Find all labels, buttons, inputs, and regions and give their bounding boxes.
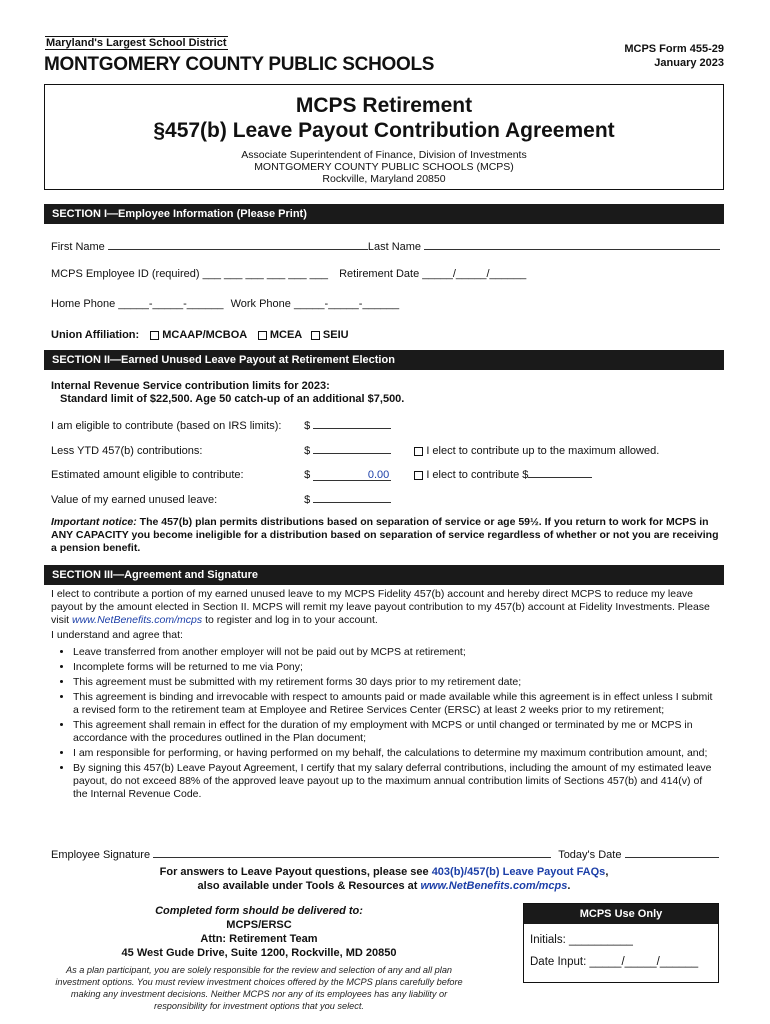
eligible-row xyxy=(51,418,391,432)
use-only-header: MCPS Use Only xyxy=(524,904,718,924)
union-option-label: SEIU xyxy=(322,329,349,341)
delivery-line-1: MCPS/ERSC xyxy=(226,919,292,931)
leave-value-field[interactable] xyxy=(313,492,391,503)
dollar-sign: $ xyxy=(304,445,311,457)
first-name-field[interactable] xyxy=(108,239,368,250)
agreement-body xyxy=(51,588,716,803)
organization-name: MONTGOMERY COUNTY PUBLIC SCHOOLS xyxy=(44,54,435,75)
dollar-sign: $ xyxy=(304,469,311,481)
address-line-1: Associate Superintendent of Finance, Division of Investments xyxy=(241,149,527,161)
notice-label: Important notice: xyxy=(51,516,137,528)
home-phone-field[interactable]: _____-_____-______ xyxy=(118,298,224,310)
district-tagline: Maryland's Largest School District xyxy=(46,37,227,49)
today-date-label: Today's Date xyxy=(558,849,622,861)
elect-max-option[interactable] xyxy=(414,445,659,457)
delivery-line-3: 45 West Gude Drive, Suite 1200, Rockville, MD 20850 xyxy=(121,947,397,959)
agreement-text-end: to register and log in to your account. xyxy=(205,614,378,626)
faq-line-1: For answers to Leave Payout questions, please see 403(b)/457(b) Leave Payout FAQs, xyxy=(159,866,609,878)
form-number-text: MCPS Form 455-29 xyxy=(624,43,724,55)
mcps-use-only-box xyxy=(523,903,719,983)
union-option-seiu[interactable] xyxy=(311,329,349,341)
elect-max-label: I elect to contribute up to the maximum allowed. xyxy=(426,445,660,457)
netbenefits-link-2[interactable]: www.NetBenefits.com/mcps xyxy=(420,880,568,892)
initials-row xyxy=(524,924,718,946)
last-name-field[interactable] xyxy=(424,239,720,250)
faq-note xyxy=(44,865,724,893)
employee-id-field[interactable]: ___ ___ ___ ___ ___ ___ xyxy=(202,268,329,280)
leave-value-row xyxy=(51,492,391,506)
eligible-amount-field[interactable] xyxy=(313,418,391,429)
elect-amount-field[interactable] xyxy=(528,467,592,478)
notice-text: The 457(b) plan permits distributions based on separation of service or age 59½. If you return to work for MCPS in ANY CAPACITY you become ineligible for a distribution based on separation of service regardless of whether or not you are receiving a pension benefit. xyxy=(51,516,719,554)
checkbox-icon[interactable] xyxy=(150,331,159,340)
date-input-label: Date Input: xyxy=(530,956,587,968)
home-phone-label: Home Phone xyxy=(51,298,116,310)
delivery-line-2: Attn: Retirement Team xyxy=(200,933,318,945)
eligible-label: I am eligible to contribute (based on IRS limits): xyxy=(51,420,282,432)
union-option-mcaap[interactable] xyxy=(150,329,247,341)
estimated-row xyxy=(51,467,592,481)
faq-line-2: also available under Tools & Resources at www.NetBenefits.com/mcps. xyxy=(197,880,571,892)
id-row xyxy=(51,268,526,280)
agreement-list xyxy=(51,646,716,801)
dollar-sign: $ xyxy=(304,494,311,506)
dollar-sign: $ xyxy=(304,420,311,432)
list-item: • By signing this 457(b) Leave Payout Agreement, I certify that my salary deferral contributions, including the amount of my estimated leave payout, do not exceed 88% of the approved leave payout up to the maximum annual contribution limits of Sections 457(b) and 414(v) of the Internal Revenue Code. xyxy=(73,762,716,801)
ytd-amount-field[interactable] xyxy=(313,443,391,454)
estimated-label: Estimated amount eligible to contribute: xyxy=(51,469,244,481)
checkbox-icon[interactable] xyxy=(414,471,423,480)
today-date-field[interactable] xyxy=(625,847,719,858)
faq-text: For answers to Leave Payout questions, please see xyxy=(159,866,429,878)
delivery-info xyxy=(44,904,474,960)
agree-heading: I understand and agree that: xyxy=(51,629,183,641)
union-option-label: MCEA xyxy=(269,329,302,341)
list-item: • I am responsible for performing, or having performed on my behalf, the calculations to determine my maximum contribution amount, and; xyxy=(73,747,716,760)
irs-limits-line-2: Standard limit of $22,500. Age 50 catch-up of an additional $7,500. xyxy=(60,393,405,405)
address-line-2: MONTGOMERY COUNTY PUBLIC SCHOOLS (MCPS) xyxy=(254,161,514,173)
initials-label: Initials: xyxy=(530,934,566,946)
section-2-header: SECTION II—Earned Unused Leave Payout at Retirement Election xyxy=(44,350,724,370)
union-option-label: MCAAP/MCBOA xyxy=(162,329,247,341)
agreement-text: I elect to contribute a portion of my earned unused leave to my MCPS Fidelity 457(b) account and hereby direct MCPS to reduce my leave payout by the amount elected in Section II. MCPS will remit my leave payout contribution to my 457(b) account at Fidelity Investments. Please visit xyxy=(51,588,710,626)
union-row xyxy=(51,329,349,341)
form-date-text: January 2023 xyxy=(654,57,724,69)
checkbox-icon[interactable] xyxy=(414,447,423,456)
title-box xyxy=(44,84,724,190)
signature-field[interactable] xyxy=(153,847,551,858)
list-item: • Leave transferred from another employer will not be paid out by MCPS at retirement; xyxy=(73,646,716,659)
union-label: Union Affiliation: xyxy=(51,329,140,341)
date-input-row xyxy=(524,946,718,968)
last-name-label: Last Name xyxy=(367,241,422,253)
faq-text-2: also available under Tools & Resources at xyxy=(197,880,418,892)
section-1-header: SECTION I—Employee Information (Please Print) xyxy=(44,204,724,224)
ytd-row xyxy=(51,443,659,457)
estimated-amount-field[interactable]: 0.00 xyxy=(313,469,391,481)
retirement-date-field[interactable]: _____/_____/______ xyxy=(422,268,527,280)
work-phone-label: Work Phone xyxy=(230,298,291,310)
faq-link[interactable]: 403(b)/457(b) Leave Payout FAQs xyxy=(431,866,606,878)
checkbox-icon[interactable] xyxy=(311,331,320,340)
union-option-mcea[interactable] xyxy=(258,329,302,341)
important-notice xyxy=(51,516,721,555)
agreement-paragraph xyxy=(51,588,716,627)
list-item: • Incomplete forms will be returned to me via Pony; xyxy=(73,661,716,674)
page-subtitle: §457(b) Leave Payout Contribution Agreement xyxy=(153,119,615,142)
leave-value-label: Value of my earned unused leave: xyxy=(51,494,218,506)
delivery-heading: Completed form should be delivered to: xyxy=(155,905,363,917)
page-title: MCPS Retirement xyxy=(295,94,473,117)
list-item: • This agreement is binding and irrevocable with respect to amounts paid or made available while this agreement is in effect unless I submit a revised form to the retirement team at Employee and Retiree Services Center (ERSC) at least 2 weeks prior to my retirement; xyxy=(73,691,716,717)
less-ytd-label: Less YTD 457(b) contributions: xyxy=(51,445,203,457)
office-address xyxy=(45,149,723,185)
section-3-header: SECTION III—Agreement and Signature xyxy=(44,565,724,585)
fine-print: As a plan participant, you are solely responsible for the review and selection of any and all plan investment options. You must review investment choices offered by the MCPS plans carefully before making any investment decisions. Neither MCPS nor any of its employees has any liability or responsibility for investment options that you select. xyxy=(55,965,463,1011)
work-phone-field[interactable]: _____-_____-______ xyxy=(293,298,400,310)
name-row xyxy=(51,239,720,253)
checkbox-icon[interactable] xyxy=(258,331,267,340)
netbenefits-link[interactable]: www.NetBenefits.com/mcps xyxy=(72,614,203,626)
date-input-field[interactable]: _____/_____/______ xyxy=(589,956,699,968)
address-line-3: Rockville, Maryland 20850 xyxy=(322,173,446,185)
irs-limits xyxy=(51,380,404,406)
signature-row xyxy=(51,847,719,861)
signature-label: Employee Signature xyxy=(51,849,151,861)
first-name-label: First Name xyxy=(51,241,105,253)
list-item: • This agreement must be submitted with my retirement forms 30 days prior to my retirement date; xyxy=(73,676,716,689)
retirement-date-label: Retirement Date xyxy=(339,268,420,280)
elect-amount-label: I elect to contribute $ xyxy=(426,469,529,481)
phone-row xyxy=(51,298,399,310)
employee-id-label: MCPS Employee ID (required) xyxy=(51,268,200,280)
form-number xyxy=(624,42,724,70)
elect-amount-option[interactable] xyxy=(414,469,528,481)
list-item: • This agreement shall remain in effect for the duration of my employment with MCPS or until changed or terminated by me or MCPS in accordance with the procedures outlined in the Plan document; xyxy=(73,719,716,745)
irs-limits-line-1: Internal Revenue Service contribution limits for 2023: xyxy=(51,380,330,392)
initials-field[interactable]: __________ xyxy=(569,934,633,946)
